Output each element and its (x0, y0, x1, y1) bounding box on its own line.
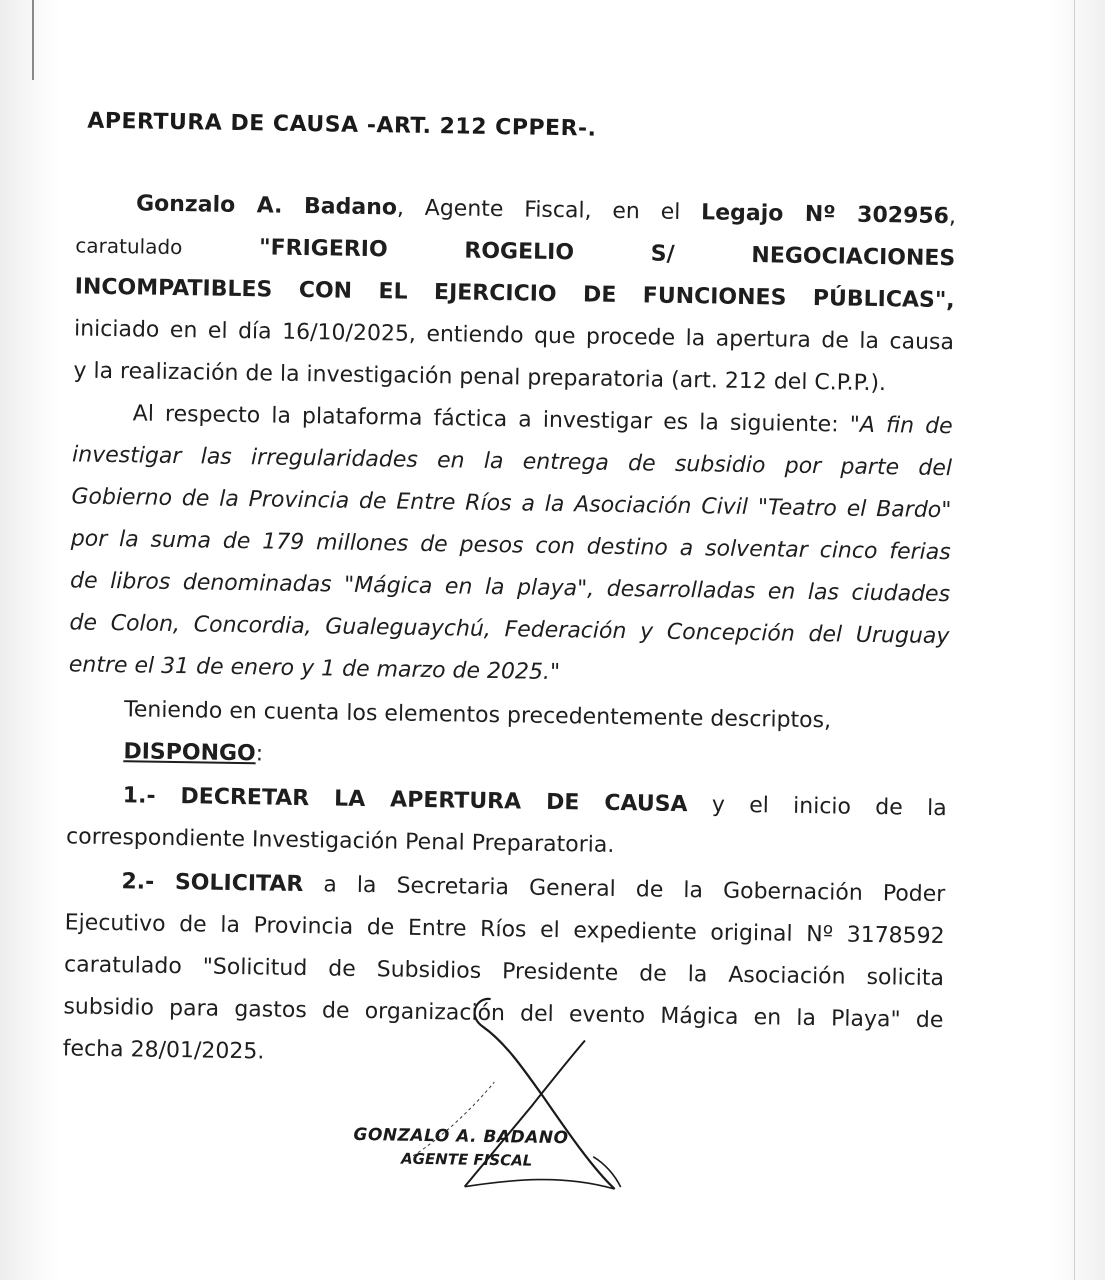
case-title-continued: INCOMPATIBLES CON EL EJERCICIO DE FUNCIONES PÚBLICAS" (74, 274, 947, 314)
dispongo-word: DISPONGO (123, 739, 256, 767)
considering-line: Teniendo en cuenta los elementos precedentemente descriptos, (123, 697, 832, 734)
platform-line-4: por la suma de 179 millones de pesos con destino a solventar cinco ferias (70, 526, 951, 566)
intro-line-4: iniciado en el día 16/10/2025, entiendo que procede la apertura de la causa (73, 316, 955, 356)
case-word-2: ROGELIO (464, 238, 575, 266)
platform-line-7: entre el 31 de enero y 1 de marzo de 2025." (68, 652, 561, 686)
intro-comma: , (948, 204, 957, 230)
handwritten-signature-icon (352, 985, 676, 1220)
intro-line-5: y la realización de la investigación penal preparatoria (art. 212 del C.P.P.). (73, 358, 887, 397)
dispongo-colon: : (255, 741, 264, 767)
item1-rest: y el inicio de la (687, 792, 947, 822)
item2-rest: a la Secretaria General de la Gobernación Poder (303, 872, 946, 908)
signature-role: AGENTE FISCAL (400, 1149, 533, 1170)
item2-line-5: fecha 28/01/2025. (62, 1036, 265, 1065)
platform-quote-start: "A fin de (849, 412, 953, 440)
signature-block (352, 985, 676, 1220)
caratulado-label: caratulado (75, 233, 183, 260)
item2-action: 2.- SOLICITAR (121, 869, 304, 898)
legajo-number: Legajo Nº 302956 (700, 200, 950, 230)
platform-line-2: investigar las irregularidades en la entrega de subsidio por parte del (71, 442, 953, 482)
intro-line-2 (75, 230, 955, 274)
platform-intro: Al respecto la plataforma fáctica a investigar es la siguiente: (132, 401, 850, 438)
item2-line-3: caratulado "Solicitud de Subsidios Presidente de la Asociación solicita (63, 952, 945, 992)
case-word-4: NEGOCIACIONES (751, 243, 956, 272)
platform-line-6: de Colon, Concordia, Gualeguaychú, Federación y Concepción del Uruguay (69, 610, 950, 650)
item1-line-2: correspondiente Investigación Penal Preparatoria. (65, 824, 615, 858)
item1-line-1 (67, 780, 947, 824)
document-body (32, 80, 975, 1254)
platform-line-3: Gobierno de la Provincia de Entre Ríos a la Asociación Civil "Teatro el Bardo" (71, 484, 952, 524)
intro-line-1 (76, 188, 956, 232)
page-edge-left (32, 0, 34, 80)
intro-text: , Agente Fiscal, en el (396, 195, 702, 226)
item2-line-1 (65, 866, 945, 910)
document-title: APERTURA DE CAUSA -ART. 212 CPPER-. (87, 108, 597, 142)
case-title-comma: , (946, 288, 955, 314)
item2-line-4: subsidio para gastos de organización del evento Mágica en la Playa" de (63, 994, 944, 1034)
case-word-1: "FRIGERIO (258, 235, 388, 263)
agent-name: Gonzalo A. Badano (135, 191, 398, 221)
item2-line-2: Ejecutivo de la Provincia de Entre Ríos el expediente original Nº 3178592 (64, 910, 945, 950)
item1-action: 1.- DECRETAR LA APERTURA DE CAUSA (122, 783, 688, 818)
signature-name: GONZALO A. BADANO (353, 1124, 569, 1149)
platform-line-1 (73, 398, 953, 442)
intro-line-3 (75, 272, 955, 316)
case-word-3: S/ (650, 241, 675, 267)
page-edge-right (1074, 0, 1075, 1280)
platform-line-5: de libros denominadas "Mágica en la playa", desarrolladas en las ciudades (69, 568, 951, 608)
dispongo-heading (67, 736, 947, 780)
